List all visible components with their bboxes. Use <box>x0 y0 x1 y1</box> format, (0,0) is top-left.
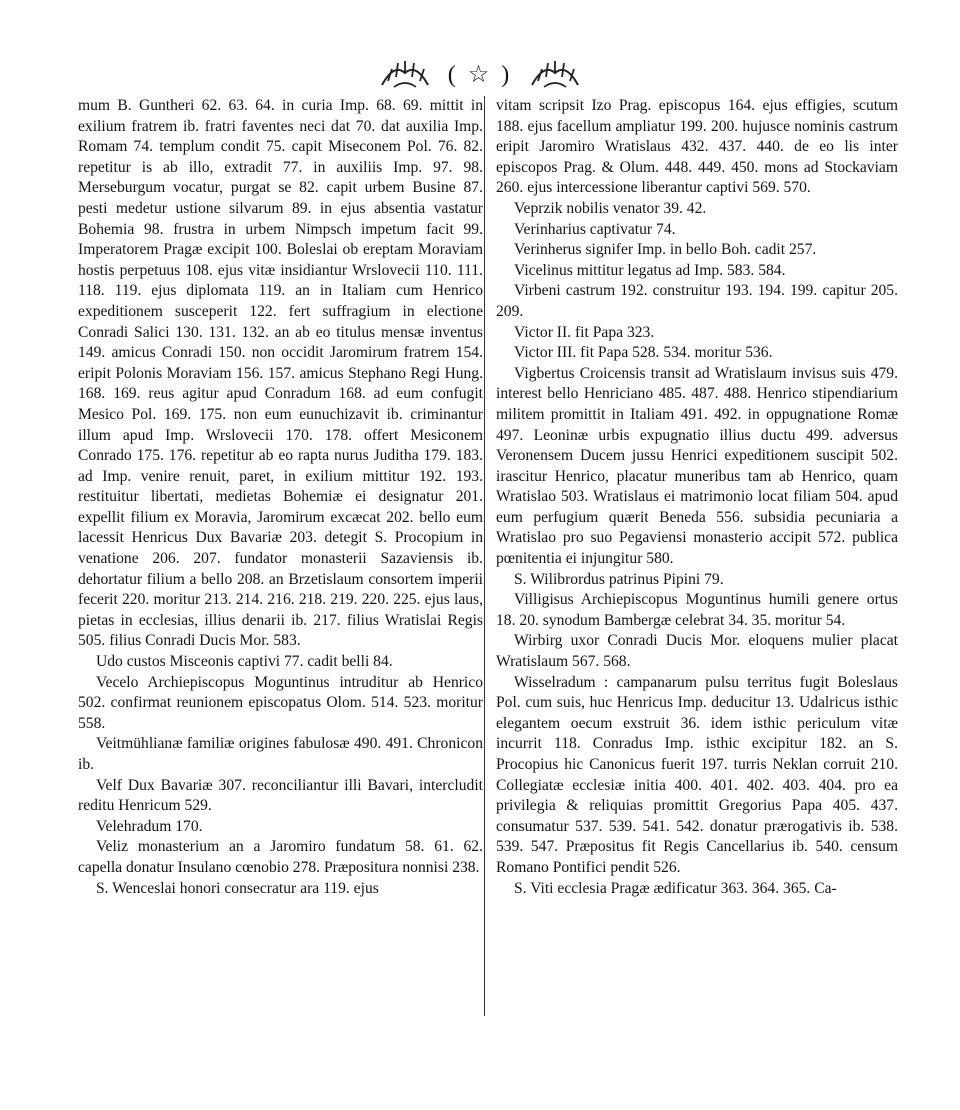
column-divider <box>484 96 485 1016</box>
index-entry: Vigbertus Croicensis transit ad Wratislaum invisus suis 479. interest bello Henriciano 485. 487. 488. Henrico stipendiarium militem promittit in Italiam 491. 492. in oppugnatione Romæ 497. Leoninæ urbis expugnatio illius ductu 499. adversus Veronensem Ducem jussu Henrici expeditionem suscipit 502. irascitur Henrico, placatur muneribus tam ab Henrico, quam Wratislao 503. Wratislaus ei matrimonio locat filiam 504. apud eum perfugium quærit Beneda 556. subsidia pecuniaria a Wratislao pro suo Pegaviensi monasterio accipit 572. publica pœnitentia ei injungitur 580. <box>496 364 898 568</box>
index-entry: S. Wenceslai honori consecratur ara 119. ejus <box>96 879 379 897</box>
index-entry: Verinharius captivatur 74. <box>514 220 676 238</box>
index-entry: Veliz monasterium an a Jaromiro fundatum 58. 61. 62. capella donatur Insulano cœnobio 278. Præpositura nonnisi 238. <box>78 838 483 876</box>
index-entry: Victor III. fit Papa 528. 534. moritur 536. <box>514 344 773 362</box>
index-entry: Wirbirg uxor Conradi Ducis Mor. eloquens mulier placat Wratislaum 567. 568. <box>496 632 898 671</box>
ornament-left-icon <box>378 57 432 91</box>
index-entry: Veprzik nobilis venator 39. 42. <box>514 199 707 217</box>
index-entry: Udo custos Misceonis captivi 77. cadit belli 84. <box>96 653 393 671</box>
index-entry: Vicelinus mittitur legatus ad Imp. 583. 584. <box>514 261 786 279</box>
index-entry: Verinherus signifer Imp. in bello Boh. cadit 257. <box>514 241 817 259</box>
index-entry: S. Wilibrordus patrinus Pipini 79. <box>514 570 724 588</box>
left-column <box>78 96 483 899</box>
index-entry: Villigisus Archiepiscopus Moguntinus humili genere ortus 18. 20. synodum Bambergæ celebrat 34. 35. moritur 54. <box>496 591 898 629</box>
index-entry: Victor II. fit Papa 323. <box>514 323 655 341</box>
index-entry-continued: vitam scripsit Izo Prag. episcopus 164. ejus effigies, scutum 188. ejus facellum ampliatur 199. 200. hujusce nominis castrum eripit Jaromiro Wratislaus 432. 437. 440. de eo lis inter episcopos Prag. & Olum. 448. 449. 450. mons ad Stockaviam 260. ejus intercessione liberantur captivi 569. 570. <box>496 97 898 197</box>
ornament-right-icon <box>528 57 582 91</box>
right-column <box>496 96 898 899</box>
index-entry: Velehradum 170. <box>96 817 203 835</box>
page-number-marker: ( ☆ ) <box>447 61 513 88</box>
index-entry: Vecelo Archiepiscopus Moguntinus intruditur ab Henrico 502. confirmat reunionem episcopatus Olom. 514. 523. moritur 558. <box>78 673 483 732</box>
index-entry: S. Viti ecclesia Pragæ ædificatur 363. 364. 365. Ca- <box>514 879 837 897</box>
index-entry: Wisselradum : campanarum pulsu territus fugit Boleslaus Pol. cum suis, huc Henricus Imp. deducitur 13. Udalricus isthic elegantem oecum exstruit 36. idem isthic periculum vitæ incurrit 118. Conradus Imp. isthic excipitur 182. an S. Procopius hic Canonicus fuerit 197. turris Neklan corruit 210. Collegiatæ ecclesiæ initia 400. 401. 402. 403. 404. pro ea privilegia & reliquias promittit Gregorius Papa 405. 437. consumatur 537. 539. 541. 542. donatur prærogativis ib. 538. 539. 547. Præpositus fit Regis Cancellarius ib. 540. censum Romano Pontifici pendit 526. <box>496 673 898 876</box>
page-header <box>0 52 960 96</box>
index-entry: Virbeni castrum 192. construitur 193. 194. 199. capitur 205. 209. <box>496 282 898 320</box>
index-entry: Velf Dux Bavariæ 307. reconciliantur illi Bavari, intercludit reditu Henricum 529. <box>78 776 483 815</box>
index-entry: Veitmühlianæ familiæ origines fabulosæ 490. 491. Chronicon ib. <box>78 735 483 773</box>
index-entry-continued: mum B. Guntheri 62. 63. 64. in curia Imp. 68. 69. mittit in exilium fratrem ib. fratri faventes neci dat 70. dat auxilia Imp. Romam 74. templum condit 75. capit Miseconem Pol. 76. 82. repetitur is ab illo, extradit 77. in auxiliis Imp. 97. 98. Merseburgum vocatur, purgat se 82. capit urbem Busine 87. pesti medetur ustione silvarum 89. in ejus absentia vastatur Bohemia 98. frustra in urbem Nimpsch impetum facit 99. Imperatorem Pragæ excipit 100. Boleslai ob ereptam Moraviam hostis perpetuus 108. ejus vitæ insidiantur Wrslovecii 110. 111. 118. 119. ejus diplomata 119. an in Italiam cum Henrico expeditionem susceperit 122. fert suffragium in electione Conradi Salici 130. 131. 132. an ab eo titulus mensæ inventus 149. amicus Conradi 150. non occidit Jaromirum fratrem 154. eripit Polonis Moraviam 156. 157. amicus Stephano Regi Hung. 168. 169. reus agitur apud Conradum 168. ad eum confugit Mesico Pol. 169. 175. non eum eunuchizavit ib. criminantur illum apud Imp. Wrslovecii 170. 178. offert Mesiconem Conrado 175. 176. repetitur ab eo rapta nurus Juditha 179. 183. ad Imp. venire renuit, paret, in exilium mittitur 192. 193. restituitur libertati, medietas Bohemiæ ei designatur 201. expellit filium ex Moravia, Jaromirum excæcat 202. bello eum lacessit Henricus Dux Bavariæ 203. detegit S. Procopium in venatione 206. 207. fundator monasterii Sazaviensis ib. dehortatur filium a bello 208. an Brzetislaum consortem imperii fecerit 220. moritur 213. 214. 216. 218. 219. 220. 225. ejus laus, pietas in ecclesias, illius denarii ib. 217. filius Wratislai Regis 505. filius Conradi Ducis Mor. 583. <box>78 97 483 650</box>
